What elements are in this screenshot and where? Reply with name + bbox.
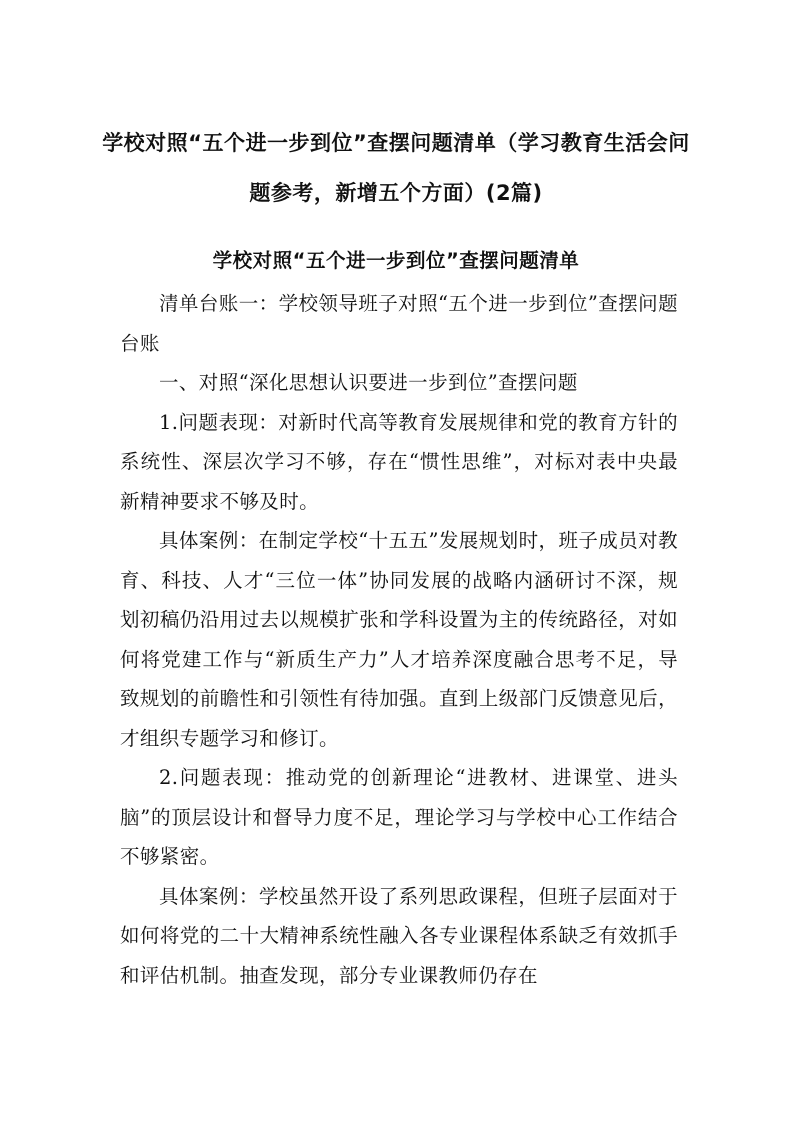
document-title: 学校对照“五个进一步到位”查摆问题清单（学习教育生活会问题参考，新增五个方面）(2篇)	[102, 131, 690, 205]
paragraph-section-heading: 一、对照“深化思想认识要进一步到位”查摆问题	[159, 371, 578, 394]
paragraph-ledger-heading: 清单台账一：学校领导班子对照“五个进一步到位”查摆问题台账	[120, 292, 678, 355]
paragraph-case-2: 具体案例：学校虽然开设了系列思政课程，但班子层面对于如何将党的二十大精神系统性融入各专业课程体系缺乏有效抓手和评估机制。抽查发现，部分专业课教师仍存在	[120, 884, 678, 987]
paragraph-case-1: 具体案例：在制定学校“十五五”发展规划时，班子成员对教育、科技、人才“三位一体”协同发展的战略内涵研讨不深，规划初稿仍沿用过去以规模扩张和学科设置为主的传统路径，对如何将党建工作与“新质生产力”人才培养深度融合思考不足，导致规划的前瞻性和引领性有待加强。直到上级部门反馈意见后，才组织专题学习和修订。	[120, 529, 678, 750]
paragraph-problem-2: 2.问题表现：推动党的创新理论“进教材、进课堂、进头脑”的顶层设计和督导力度不足，理论学习与学校中心工作结合不够紧密。	[120, 766, 678, 868]
paragraph-problem-1: 1.问题表现：对新时代高等教育发展规律和党的教育方针的系统性、深层次学习不够，存在“惯性思维”，对标对表中央最新精神要求不够及时。	[120, 410, 678, 513]
document-subtitle: 学校对照“五个进一步到位”查摆问题清单	[212, 249, 580, 272]
document-body	[120, 284, 678, 995]
